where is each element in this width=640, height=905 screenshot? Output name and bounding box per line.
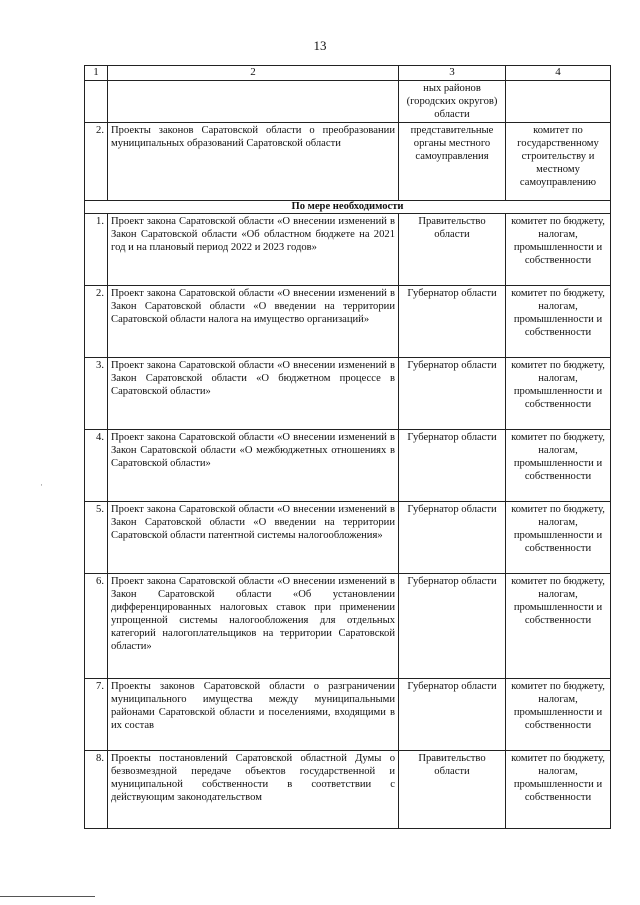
row-authors: Губернатор области [399, 286, 506, 358]
row-committee: комитет по бюджету, налогам, промышленности и собственности [506, 358, 611, 430]
row-project: Проекты постановлений Саратовской областной Думы о безвозмездной передаче объектов государственной и муниципальной собственности в соответствии с действующим законодательством [108, 751, 399, 829]
row-committee: комитет по бюджету, налогам, промышленности и собственности [506, 430, 611, 502]
table-row [85, 679, 611, 751]
row-committee: комитет по государственному строительству и местному самоуправлению [506, 123, 611, 201]
row-number: 2. [85, 123, 108, 201]
row-number: 1. [85, 214, 108, 286]
footer-rule [0, 896, 95, 897]
page-number: 13 [313, 38, 327, 53]
row-number: 8. [85, 751, 108, 829]
row-authors: ных районов (городских округов) области [399, 81, 506, 123]
row-authors: Правительство области [399, 214, 506, 286]
table-row [85, 574, 611, 679]
row-project: Проект закона Саратовской области «О внесении изменений в Закон Саратовской области «Об установлении дифференцированных налоговых ставок при применении упрощенной системы налогообложения для отдельных категорий налогоплательщиков на территории Саратовской области» [108, 574, 399, 679]
header-col-3: 3 [399, 66, 506, 81]
row-number: 2. [85, 286, 108, 358]
row-project: Проект закона Саратовской области «О внесении изменений в Закон Саратовской области «О введении на территории Саратовской области налога на имущество организаций» [108, 286, 399, 358]
table-row [85, 214, 611, 286]
table-row [85, 502, 611, 574]
row-number: 6. [85, 574, 108, 679]
row-project: Проект закона Саратовской области «О внесении изменений в Закон Саратовской области «О введении на территории Саратовской области патентной системы налогообложения» [108, 502, 399, 574]
margin-mark: · [40, 480, 43, 490]
row-project: Проект закона Саратовской области «О внесении изменений в Закон Саратовской области «О бюджетном процессе в Саратовской области» [108, 358, 399, 430]
row-project [108, 81, 399, 123]
row-project: Проекты законов Саратовской области о разграничении муниципального имущества между муниципальными районами Саратовской области и поселениями, входящими в их состав [108, 679, 399, 751]
table-row [85, 286, 611, 358]
row-number [85, 81, 108, 123]
row-number: 3. [85, 358, 108, 430]
table-header-row [85, 66, 611, 81]
row-authors: Губернатор области [399, 679, 506, 751]
row-authors: Губернатор области [399, 574, 506, 679]
row-number: 4. [85, 430, 108, 502]
row-committee: комитет по бюджету, налогам, промышленности и собственности [506, 286, 611, 358]
row-authors: Губернатор области [399, 430, 506, 502]
table-row [85, 123, 611, 201]
row-authors: Губернатор области [399, 502, 506, 574]
row-authors: Губернатор области [399, 358, 506, 430]
row-committee: комитет по бюджету, налогам, промышленности и собственности [506, 502, 611, 574]
row-authors: Правительство области [399, 751, 506, 829]
row-number: 7. [85, 679, 108, 751]
table-row [85, 751, 611, 829]
row-committee: комитет по бюджету, налогам, промышленности и собственности [506, 679, 611, 751]
table-row [85, 358, 611, 430]
row-project: Проект закона Саратовской области «О внесении изменений в Закон Саратовской области «О межбюджетных отношениях в Саратовской области» [108, 430, 399, 502]
header-col-2: 2 [108, 66, 399, 81]
row-committee [506, 81, 611, 123]
row-number: 5. [85, 502, 108, 574]
row-committee: комитет по бюджету, налогам, промышленности и собственности [506, 751, 611, 829]
row-committee: комитет по бюджету, налогам, промышленности и собственности [506, 214, 611, 286]
header-col-4: 4 [506, 66, 611, 81]
table-row [85, 430, 611, 502]
row-committee: комитет по бюджету, налогам, промышленности и собственности [506, 574, 611, 679]
table-row-continued [85, 81, 611, 123]
header-col-1: 1 [85, 66, 108, 81]
row-project: Проект закона Саратовской области «О внесении изменений в Закон Саратовской области «Об областном бюджете на 2021 год и на плановый период 2022 и 2023 годов» [108, 214, 399, 286]
section-header-row [85, 201, 611, 214]
row-authors: представительные органы местного самоуправления [399, 123, 506, 201]
row-project: Проекты законов Саратовской области о преобразовании муниципальных образований Саратовской области [108, 123, 399, 201]
section-title: По мере необходимости [85, 201, 611, 214]
legislative-plan-table [84, 65, 611, 829]
